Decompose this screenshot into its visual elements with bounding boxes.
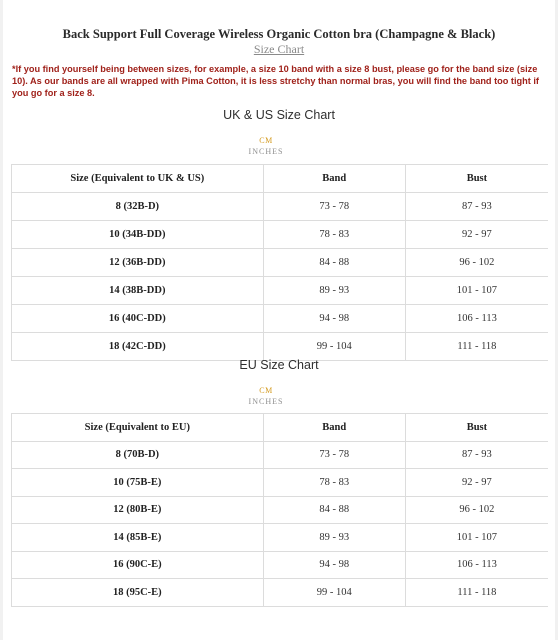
size-cell: 14 (85B-E) <box>12 524 264 552</box>
table-row <box>12 496 549 524</box>
bust-cell: 92 - 97 <box>405 469 548 497</box>
band-cell: 99 - 104 <box>263 333 405 361</box>
band-cell: 94 - 98 <box>263 551 405 579</box>
size-cell: 8 (32B-D) <box>12 193 264 221</box>
table-row <box>12 469 549 497</box>
eu-chart-title: EU Size Chart <box>239 358 319 372</box>
col-header-size: Size (Equivalent to UK & US) <box>12 165 264 193</box>
eu-unit-inches-toggle[interactable]: INCHES <box>248 397 284 406</box>
uk-unit-cm-toggle[interactable]: CM <box>259 136 273 145</box>
col-header-bust: Bust <box>405 414 548 442</box>
table-row <box>12 221 549 249</box>
band-cell: 89 - 93 <box>263 277 405 305</box>
size-cell: 18 (42C-DD) <box>12 333 264 361</box>
size-cell: 10 (75B-E) <box>12 469 264 497</box>
bust-cell: 87 - 93 <box>405 441 548 469</box>
size-cell: 16 (40C-DD) <box>12 305 264 333</box>
size-chart-link[interactable]: Size Chart <box>253 42 305 56</box>
table-row <box>12 249 549 277</box>
size-cell: 10 (34B-DD) <box>12 221 264 249</box>
size-cell: 18 (95C-E) <box>12 579 264 607</box>
table-header-row <box>12 414 549 442</box>
col-header-size: Size (Equivalent to EU) <box>12 414 264 442</box>
band-cell: 78 - 83 <box>263 221 405 249</box>
table-row <box>12 333 549 361</box>
uk-unit-inches-toggle[interactable]: INCHES <box>248 147 284 156</box>
table-row <box>12 277 549 305</box>
col-header-band: Band <box>263 414 405 442</box>
band-cell: 84 - 88 <box>263 249 405 277</box>
band-cell: 89 - 93 <box>263 524 405 552</box>
table-header-row <box>12 165 549 193</box>
left-edge-divider <box>0 0 3 640</box>
size-cell: 12 (80B-E) <box>12 496 264 524</box>
table-row <box>12 305 549 333</box>
size-cell: 14 (38B-DD) <box>12 277 264 305</box>
size-cell: 8 (70B-D) <box>12 441 264 469</box>
eu-size-table <box>11 413 548 607</box>
size-cell: 12 (36B-DD) <box>12 249 264 277</box>
bust-cell: 101 - 107 <box>405 524 548 552</box>
col-header-band: Band <box>263 165 405 193</box>
product-title: Back Support Full Coverage Wireless Organic Cotton bra (Champagne & Black) <box>62 27 496 41</box>
bust-cell: 96 - 102 <box>405 249 548 277</box>
uk-size-table <box>11 164 548 361</box>
band-cell: 94 - 98 <box>263 305 405 333</box>
sizing-note: *If you find yourself being between sizes, for example, a size 10 band with a size 8 bust, please go for the band size (size 10). As our bands are all wrapped with Pima Cotton, it is less stretchy than normal bras, you will find the band too tight if you go for a size 8. <box>12 64 539 98</box>
uk-chart-title: UK & US Size Chart <box>223 108 335 122</box>
bust-cell: 96 - 102 <box>405 496 548 524</box>
bust-cell: 87 - 93 <box>405 193 548 221</box>
bust-cell: 111 - 118 <box>405 333 548 361</box>
band-cell: 84 - 88 <box>263 496 405 524</box>
size-cell: 16 (90C-E) <box>12 551 264 579</box>
band-cell: 78 - 83 <box>263 469 405 497</box>
table-row <box>12 579 549 607</box>
table-row <box>12 524 549 552</box>
band-cell: 99 - 104 <box>263 579 405 607</box>
band-cell: 73 - 78 <box>263 441 405 469</box>
bust-cell: 92 - 97 <box>405 221 548 249</box>
eu-unit-cm-toggle[interactable]: CM <box>259 386 273 395</box>
bust-cell: 111 - 118 <box>405 579 548 607</box>
bust-cell: 106 - 113 <box>405 305 548 333</box>
table-row <box>12 193 549 221</box>
table-row <box>12 441 549 469</box>
bust-cell: 101 - 107 <box>405 277 548 305</box>
table-row <box>12 551 549 579</box>
bust-cell: 106 - 113 <box>405 551 548 579</box>
col-header-bust: Bust <box>405 165 548 193</box>
band-cell: 73 - 78 <box>263 193 405 221</box>
